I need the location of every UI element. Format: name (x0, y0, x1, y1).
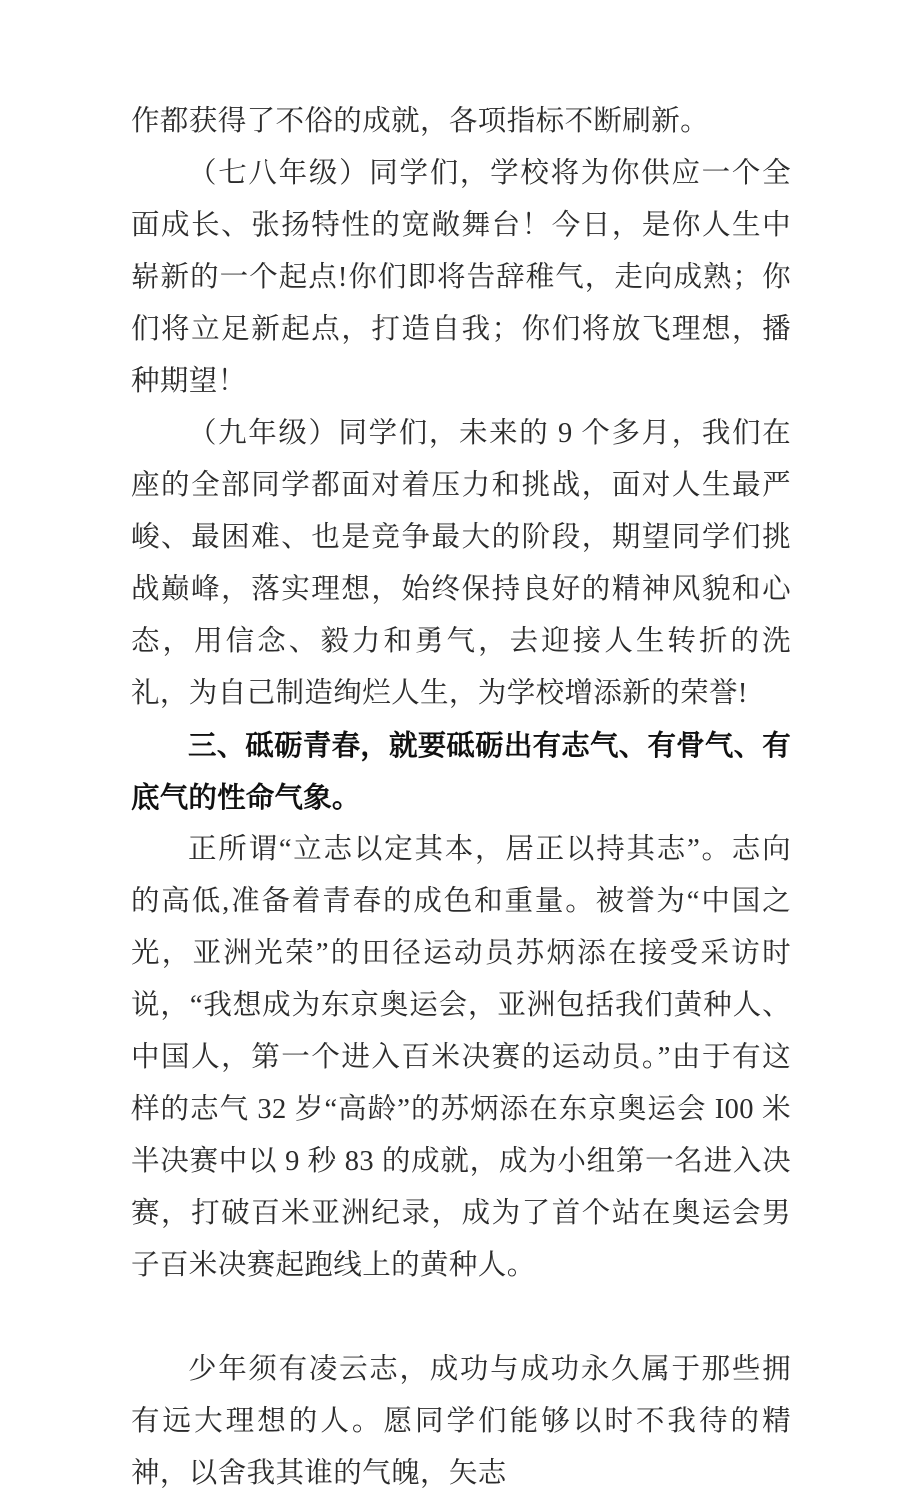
paragraph-continuation: 作都获得了不俗的成就，各项指标不断刷新。 (131, 106, 710, 137)
paragraph-su-bingtian: 正所谓“立志以定其本，居正以持其志”。志向的高低,准备着青春的成色和重量。被誉为“中国之光，亚洲光荣”的田径运动员苏炳添在接受采访时说，“我想成为东京奥运会，亚洲包括我们黄种人、中国人，第一个进入百米决赛的运动员。”由于有这样的志气 32 岁“高龄”的苏炳添在东京奥运会 I00 米半决赛中以 9 秒 83 的成就，成为小组第一名进入决赛，打破百米亚洲纪录，成为了首个站在奥运会男子百米决赛起跑线上的黄种人。 (131, 834, 791, 1281)
paragraph-grade-nine: （九年级）同学们，未来的 9 个多月，我们在座的全部同学都面对着压力和挑战，面对人生最严峻、最困难、也是竞争最大的阶段，期望同学们挑战巅峰，落实理想，始终保持良好的精神风貌和心态，用信念、毅力和勇气，去迎接人生转折的洗礼，为自己制造绚烂人生，为学校增添新的荣誉! (131, 418, 791, 709)
paragraph-closing: 少年须有凌云志，成功与成功永久属于那些拥有远大理想的人。愿同学们能够以时不我待的精神，以舍我其谁的气魄，矢志 (131, 1354, 791, 1489)
paragraph-grade-seven-eight: （七八年级）同学们，学校将为你供应一个全面成长、张扬特性的宽敞舞台！今日，是你人生中崭新的一个起点!你们即将告辞稚气，走向成熟；你们将立足新起点，打造自我；你们将放飞理想，播种期望！ (131, 158, 791, 397)
document-text-column (131, 96, 791, 1500)
section-heading-three: 三、砥砺青春，就要砥砺出有志气、有骨气、有底气的性命气象。 (131, 730, 791, 814)
blank-line-spacer (131, 1292, 791, 1344)
